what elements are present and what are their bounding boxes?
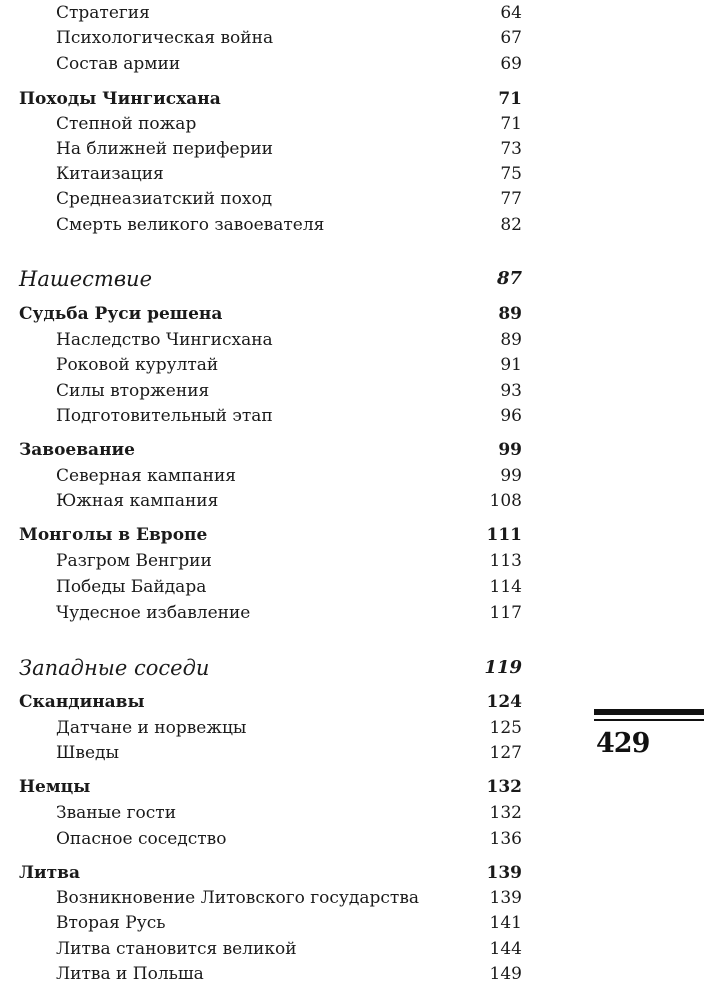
toc-part-title: Нашествие: [19, 267, 153, 291]
toc-entry-page: 139: [489, 888, 522, 908]
toc-entry-title: Подготовительный этап: [56, 406, 273, 426]
toc-entry-page: 93: [500, 381, 522, 401]
toc-entry-title: Наследство Чингисхана: [56, 330, 273, 350]
toc-section-page: 89: [498, 304, 522, 324]
toc-part-title: Западные соседи: [19, 656, 210, 680]
toc-section-title: Завоевание: [19, 440, 135, 460]
toc-section-title: Походы Чингисхана: [19, 89, 221, 109]
toc-entry-page: 75: [500, 164, 522, 184]
toc-entry: [0, 214, 704, 236]
toc-entry-title: Званые гости: [56, 803, 177, 823]
toc-section-page: 124: [486, 692, 522, 712]
toc-entry: [0, 887, 704, 909]
toc-entry-page: 96: [500, 406, 522, 426]
toc-entry-page: 144: [489, 939, 522, 959]
toc-section-heading: [0, 303, 704, 325]
toc-section-title: Литва: [19, 863, 81, 883]
toc-entry: [0, 2, 704, 24]
toc-entry-title: Роковой курултай: [56, 355, 219, 375]
toc-part-heading: [0, 654, 704, 682]
toc-entry: [0, 380, 704, 402]
toc-entry-title: Литва становится великой: [56, 939, 297, 959]
toc-part-heading: [0, 265, 704, 293]
toc-entry-page: 108: [489, 491, 522, 511]
toc-entry-title: Северная кампания: [56, 466, 237, 486]
toc-entry: [0, 465, 704, 487]
toc-entry-title: Возникновение Литовского государства: [56, 888, 420, 908]
toc-entry-title: Степной пожар: [56, 114, 197, 134]
toc-entry: [0, 602, 704, 624]
toc-section-title: Скандинавы: [19, 692, 145, 712]
toc-entry-page: 69: [500, 54, 522, 74]
toc-entry-page: 132: [489, 803, 522, 823]
toc-entry-title: Состав армии: [56, 54, 181, 74]
toc-entry: [0, 354, 704, 376]
toc-section-heading: [0, 862, 704, 884]
toc-entry-page: 114: [489, 577, 522, 597]
toc-entry-title: Чудесное избавление: [56, 603, 251, 623]
toc-entry-page: 141: [489, 913, 522, 933]
toc-entry: [0, 828, 704, 850]
toc-entry-page: 99: [500, 466, 522, 486]
toc-entry-page: 91: [500, 355, 522, 375]
toc-entry-title: Китаизация: [56, 164, 164, 184]
toc-part-page: 119: [484, 657, 522, 678]
toc-entry: [0, 802, 704, 824]
toc-entry: [0, 329, 704, 351]
toc-section-heading: [0, 524, 704, 546]
toc-entry-title: Силы вторжения: [56, 381, 210, 401]
toc-entry-title: Южная кампания: [56, 491, 219, 511]
toc-section-heading: [0, 439, 704, 461]
toc-entry-page: 117: [489, 603, 522, 623]
toc-entry-page: 127: [489, 743, 522, 763]
toc-entry: [0, 490, 704, 512]
toc-entry: [0, 188, 704, 210]
toc-entry: [0, 938, 704, 960]
toc-entry: [0, 576, 704, 598]
toc-entry-page: 82: [500, 215, 522, 235]
folio-rule-thick: [594, 709, 704, 715]
toc-section-page: 139: [486, 863, 522, 883]
toc-entry-page: 125: [489, 718, 522, 738]
toc-entry: [0, 53, 704, 75]
toc-section-heading: [0, 776, 704, 798]
toc-entry-page: 136: [489, 829, 522, 849]
toc-entry-title: Литва и Польша: [56, 964, 204, 984]
folio-rule-thin: [594, 719, 704, 721]
toc-entry-title: Смерть великого завоевателя: [56, 215, 325, 235]
toc-section-title: Судьба Руси решена: [19, 304, 223, 324]
toc-entry-page: 89: [500, 330, 522, 350]
toc-entry-title: Датчане и норвежцы: [56, 718, 247, 738]
toc-entry: [0, 163, 704, 185]
toc-entry: [0, 912, 704, 934]
toc-section-page: 111: [486, 525, 522, 545]
toc-entry-title: Шведы: [56, 743, 120, 763]
folio-page-marker: [594, 709, 704, 763]
toc-entry-page: 149: [489, 964, 522, 984]
toc-entry: [0, 113, 704, 135]
toc-section-page: 71: [498, 89, 522, 109]
toc-entry-page: 67: [500, 28, 522, 48]
toc-entry-page: 77: [500, 189, 522, 209]
toc-entry: [0, 405, 704, 427]
toc-entry: [0, 27, 704, 49]
toc-entry-title: Вторая Русь: [56, 913, 166, 933]
toc-part-page: 87: [496, 268, 522, 289]
toc-entry-title: Разгром Венгрии: [56, 551, 212, 571]
toc-entry-title: Психологическая война: [56, 28, 274, 48]
toc-entry-page: 64: [500, 3, 522, 23]
toc-entry: [0, 550, 704, 572]
toc-entry-title: Победы Байдара: [56, 577, 207, 597]
toc-section-page: 132: [486, 777, 522, 797]
toc-section-title: Монголы в Европе: [19, 525, 208, 545]
toc-entry-title: Стратегия: [56, 3, 150, 23]
toc-entry-title: Опасное соседство: [56, 829, 227, 849]
toc-section-heading: [0, 88, 704, 110]
toc-entry-title: Среднеазиатский поход: [56, 189, 273, 209]
toc-entry-title: На ближней периферии: [56, 139, 274, 159]
folio-page-number: 429: [596, 728, 650, 759]
toc-entry-page: 73: [500, 139, 522, 159]
toc-entry-page: 113: [489, 551, 522, 571]
toc-entry: [0, 138, 704, 160]
toc-section-page: 99: [498, 440, 522, 460]
toc-entry: [0, 963, 704, 985]
toc-entry-page: 71: [500, 114, 522, 134]
toc-section-title: Немцы: [19, 777, 91, 797]
